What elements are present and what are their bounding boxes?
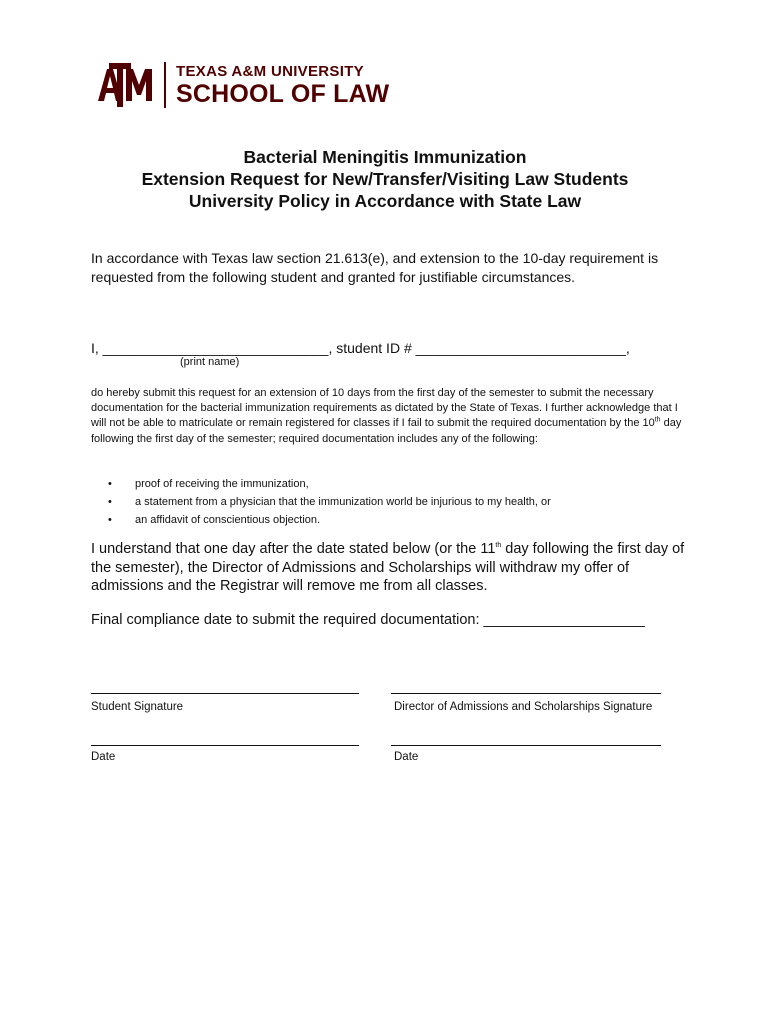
request-text-part-2: day following the first day of the semester; required documentation includes any of the following: [91,417,682,445]
student-date-line[interactable] [91,745,359,746]
student-signature-label: Student Signature [91,701,184,713]
logo-text [176,64,389,107]
director-signature-label: Director of Admissions and Scholarships Signature [394,701,653,713]
name-and-id-line[interactable]: I, _____________________________, student ID # ___________________________, [91,340,630,356]
understand-superscript: th [495,542,502,550]
request-superscript: th [654,416,661,424]
logo-university-name: TEXAS A&M UNIVERSITY [176,62,364,80]
understand-text-part-2: day following the first day of the semester), the Director of Admissions and Scholarships will withdraw my offer of admissions and the Registrar will remove me from all classes. [91,541,685,594]
logo-school-name: SCHOOL OF LAW [176,79,390,108]
document-title [0,146,770,212]
title-line-3: University Policy in Accordance with State Law [188,191,582,211]
director-date-label: Date [394,751,419,763]
request-paragraph [91,386,686,447]
print-name-label: (print name) [180,356,240,368]
understand-text-part-1: I understand that one day after the date stated below (or the 11 [91,541,496,557]
logo-divider [164,62,166,108]
director-date-line[interactable] [391,745,661,746]
intro-paragraph: In accordance with Texas law section 21.613(e), and extension to the 10-day requirement is requested from the following student and granted for justifiable circumstances. [91,250,659,285]
student-signature-line[interactable] [91,693,359,694]
list-item: • proof of receiving the immunization, [108,475,551,493]
understand-paragraph [91,540,691,596]
list-item: • an affidavit of conscientious objection. [108,511,551,529]
director-signature-line[interactable] [391,693,661,694]
final-compliance-date-line[interactable]: Final compliance date to submit the required documentation: ____________________ [91,612,645,628]
request-text-part-1: do hereby submit this request for an extension of 10 days from the first day of the semester to submit the necessary documentation for the bacterial immunization requirements as dictated by the State of Texas. I further acknowledge that I will not be able to matriculate or remain registered for classes if I fail to submit the required documentation by the 10 [91,387,678,430]
title-line-1: Bacterial Meningitis Immunization [243,147,527,167]
atm-emblem-icon [96,63,154,107]
list-item: • a statement from a physician that the immunization world be injurious to my health, or [108,493,551,511]
university-logo [96,62,389,108]
documentation-options-list [108,475,551,529]
title-line-2: Extension Request for New/Transfer/Visiting Law Students [141,169,629,189]
student-date-label: Date [91,751,116,763]
